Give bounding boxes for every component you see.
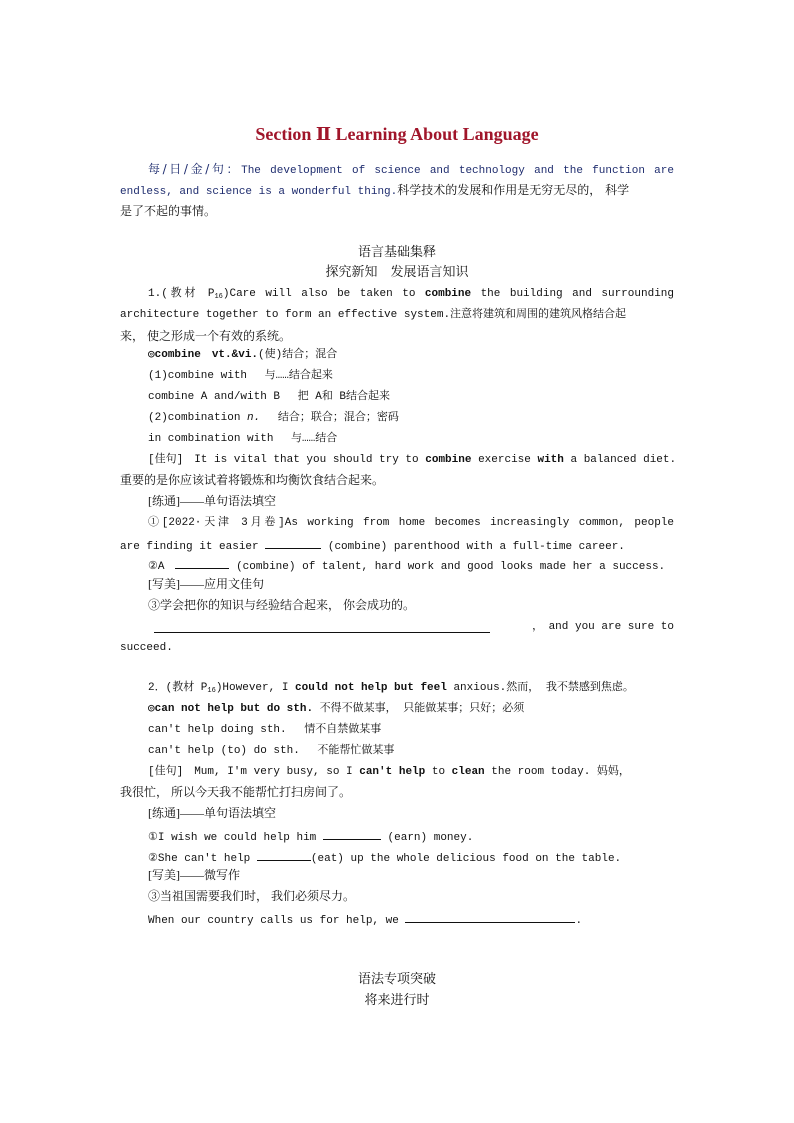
item2-text-a: )However, I xyxy=(215,682,296,694)
item1-q1-line2 xyxy=(120,537,674,554)
item1-headword-bold: ◎combine vt.&vi. xyxy=(148,349,259,361)
item1-q2-text-b: (combine) of talent, hard work and good looks made her a success. xyxy=(236,561,666,573)
item2-q1-text-b: (earn) money. xyxy=(387,832,474,844)
grammar-title: 语法专项突破 xyxy=(357,971,436,986)
item2-q1-text-a: ①I wish we could help him xyxy=(148,832,317,844)
item1-text-a: )Care will also be taken to xyxy=(222,288,425,300)
item1-line3: 来， 使之形成一个有效的系统。 xyxy=(120,329,292,343)
item1-q1-blank[interactable] xyxy=(265,537,321,549)
item1-example-bold1: combine xyxy=(425,454,472,466)
page-title: Section Ⅱ Learning About Language xyxy=(255,124,539,144)
item2-q2 xyxy=(148,849,674,866)
item2-write-label: [写美]——微写作 xyxy=(148,868,240,882)
item2-q4-period: . xyxy=(575,915,583,927)
item1-q2-blank[interactable] xyxy=(175,557,229,569)
item2-q2-text-b: (eat) up the whole delicious food on the table. xyxy=(310,853,622,865)
item1-phrase3-word: (2)combination xyxy=(148,412,248,424)
item1-q1-text-b: (combine) parenthood with a full-time career. xyxy=(327,541,625,553)
item2-example-bold2: clean xyxy=(451,766,485,778)
item1-phrase4: in combination with 与……结合 xyxy=(148,433,338,445)
item2-text-b: anxious.然而， 我不禁感到焦虑。 xyxy=(446,682,634,694)
item1-source: 1.(教材 P xyxy=(148,288,215,300)
item1-phrase3-meaning: 结合；联合；混合；密码 xyxy=(260,412,399,424)
item1-q3: ③学会把你的知识与经验结合起来， 你会成功的。 xyxy=(148,598,416,612)
item2-page-sub: 16 xyxy=(207,687,216,695)
item2-example xyxy=(148,765,674,779)
item2-source: 2．(教材 P xyxy=(148,682,208,694)
item1-q1-text-a: are finding it easier xyxy=(120,541,259,553)
daily-quote-cn: 科学技术的发展和作用是无穷无尽的， 科学 xyxy=(397,183,630,197)
item1-line1 xyxy=(148,287,674,302)
item1-headword-meaning: (使)结合；混合 xyxy=(258,349,338,361)
item2-q2-blank[interactable] xyxy=(257,849,311,861)
daily-quote-line3: 是了不起的事情。 xyxy=(120,204,217,218)
item1-phrase3-pos: n. xyxy=(247,412,261,424)
item1-phrase1: (1)combine with 与……结合起来 xyxy=(148,370,333,382)
item2-headword-bold: ◎can not help but do sth. xyxy=(148,703,314,715)
section-title: 语言基础集释 xyxy=(357,244,436,259)
item2-line1 xyxy=(148,681,674,696)
item2-q1 xyxy=(148,828,674,845)
section-subtitle: 探究新知 发展语言知识 xyxy=(325,264,469,279)
item2-example-bold1: can't help xyxy=(359,766,426,778)
item1-write-label: [写美]——应用文佳句 xyxy=(148,577,264,591)
item1-example-c: exercise xyxy=(471,454,538,466)
item1-q2 xyxy=(148,557,674,574)
item2-example-a: [佳句] Mum, I'm very busy, so I xyxy=(148,766,360,778)
item1-q3-tail: ， and you are sure to xyxy=(532,621,674,633)
item1-keyword: combine xyxy=(424,288,472,300)
item2-phrase1: can't help doing sth. 情不自禁做某事 xyxy=(148,724,382,736)
item2-practice-label: [练通]——单句语法填空 xyxy=(148,806,276,820)
item1-example-a: [佳句] It is vital that you should try to xyxy=(148,454,426,466)
item1-example xyxy=(148,453,677,467)
item1-line2: architecture together to form an effective system.注意将建筑和周围的建筑风格结合起 xyxy=(120,309,627,321)
item1-text-b: the building and surrounding xyxy=(471,288,674,300)
item2-q4 xyxy=(148,911,674,928)
grammar-subtitle: 将来进行时 xyxy=(364,992,430,1007)
item1-q1-line1: ①[2022·天津 3月卷]As working from home becomes increasingly common, people xyxy=(148,517,674,529)
item2-phrase2: can't help (to) do sth. 不能帮忙做某事 xyxy=(148,745,395,757)
item2-example-c: to xyxy=(425,766,452,778)
daily-quote-line1 xyxy=(148,162,674,178)
item1-example-bold2: with xyxy=(537,454,564,466)
item1-q3-answer-line[interactable] xyxy=(154,632,490,633)
item1-practice-label: [练通]——单句语法填空 xyxy=(148,494,276,508)
item2-q4-blank[interactable] xyxy=(405,911,575,923)
item2-headword-meaning: 不得不做某事， 只能做某事；只好；必须 xyxy=(313,703,525,715)
daily-quote-line2 xyxy=(120,183,674,199)
item2-q1-blank[interactable] xyxy=(323,828,381,840)
item1-example-d: a balanced diet. xyxy=(563,454,677,466)
item1-phrase3 xyxy=(148,411,674,425)
item1-phrase2: combine A and/with B 把 A和 B结合起来 xyxy=(148,391,391,403)
item2-example-d: the room today. 妈妈， xyxy=(484,766,630,778)
item1-page-sub: 16 xyxy=(214,293,223,301)
daily-quote-text: The development of science and technology and the function are xyxy=(241,165,674,177)
item1-example-translation: 重要的是你应该试着将锻炼和均衡饮食结合起来。 xyxy=(120,473,385,487)
item1-headword xyxy=(148,348,674,362)
item1-q3-end: succeed. xyxy=(120,642,173,654)
item2-headword xyxy=(148,702,674,716)
item2-q4-text: When our country calls us for help, we xyxy=(148,915,399,927)
daily-quote-label: 每/日/金/句： xyxy=(148,162,242,176)
item2-q2-text-a: ②She can't help xyxy=(148,853,251,865)
item2-example-translation: 我很忙， 所以今天我不能帮忙打扫房间了。 xyxy=(120,785,352,799)
item1-q2-text-a: ②A xyxy=(148,561,165,573)
daily-quote-en: endless, and science is a wonderful thing. xyxy=(120,186,398,198)
item2-keyword: could not help but feel xyxy=(295,682,447,694)
item2-q3: ③当祖国需要我们时， 我们必须尽力。 xyxy=(148,889,356,903)
